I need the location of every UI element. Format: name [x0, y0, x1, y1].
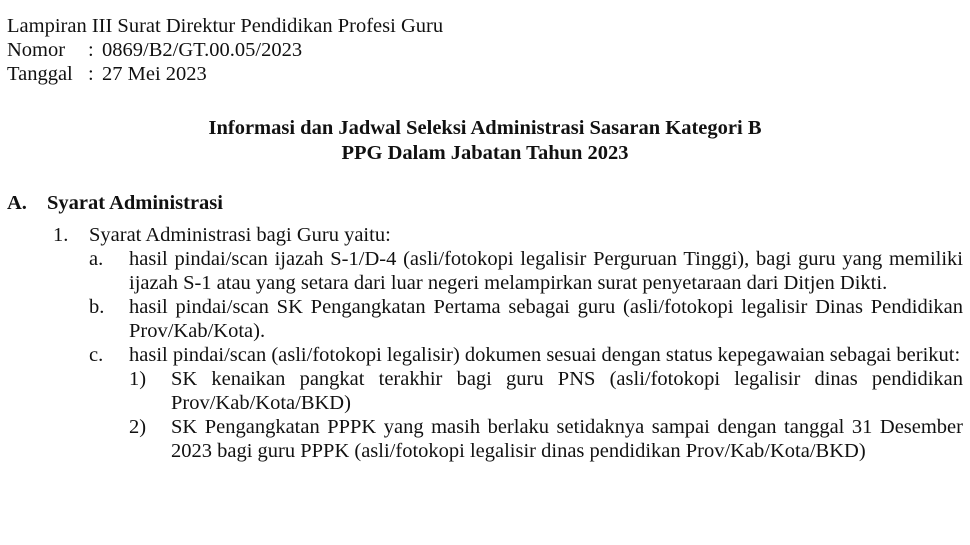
- letter-date-value: 27 Mei 2023: [102, 63, 207, 85]
- letter-date-line: [7, 62, 963, 86]
- nested-list-item-text: SK kenaikan pangkat terakhir bagi guru PNS (asli/fotokopi legalisir dinas pendidikan Prov/Kab/Kota/BKD): [171, 368, 963, 414]
- nested-list-item-text: SK Pengangkatan PPPK yang masih berlaku setidaknya sampai dengan tanggal 31 Desember 2023 bagi guru PPPK (asli/fotokopi legalisir dinas pendidikan Prov/Kab/Kota/BKD): [171, 416, 963, 462]
- document-page: [7, 14, 963, 463]
- letter-number-separator: :: [88, 39, 94, 61]
- numbered-item-marker: 1.: [53, 224, 69, 246]
- list-item-text: hasil pindai/scan (asli/fotokopi legalisir) dokumen sesuai dengan status kepegawaian sebagai berikut:: [129, 344, 961, 366]
- document-title: [7, 116, 963, 166]
- document-title-line1: Informasi dan Jadwal Seleksi Administrasi Sasaran Kategori B: [208, 117, 762, 139]
- document-title-line2: PPG Dalam Jabatan Tahun 2023: [341, 142, 629, 164]
- section-heading: [7, 191, 963, 215]
- list-item: [7, 247, 963, 295]
- numbered-item-text: Syarat Administrasi bagi Guru yaitu:: [89, 224, 391, 246]
- list-item: [7, 295, 963, 343]
- section-marker: A.: [7, 192, 27, 214]
- list-item: [7, 343, 963, 367]
- letter-date-label: Tanggal: [7, 63, 73, 85]
- list-item-marker: b.: [89, 296, 105, 318]
- list-item-text: hasil pindai/scan ijazah S-1/D-4 (asli/fotokopi legalisir Perguruan Tinggi), bagi guru yang memiliki ijazah S-1 atau yang setara dari luar negeri melampirkan surat penyetaraan dari Ditjen Dikti.: [129, 248, 963, 294]
- list-item-marker: a.: [89, 248, 104, 270]
- nested-list-item-marker: 1): [129, 368, 147, 390]
- letter-number-value: 0869/B2/GT.00.05/2023: [102, 39, 303, 61]
- list-item-text: hasil pindai/scan SK Pengangkatan Pertama sebagai guru (asli/fotokopi legalisir Dinas Pendidikan Prov/Kab/Kota).: [129, 296, 963, 342]
- numbered-item: [7, 223, 963, 247]
- list-item-marker: c.: [89, 344, 104, 366]
- nested-list-item-marker: 2): [129, 416, 147, 438]
- nested-list-item: [7, 415, 963, 463]
- nested-list-item: [7, 367, 963, 415]
- attachment-title: Lampiran III Surat Direktur Pendidikan Profesi Guru: [7, 15, 444, 37]
- letter-number-label: Nomor: [7, 39, 66, 61]
- letter-number-line: [7, 38, 963, 62]
- letter-date-separator: :: [88, 63, 94, 85]
- attachment-header-line: [7, 14, 963, 38]
- section-title: Syarat Administrasi: [47, 192, 223, 214]
